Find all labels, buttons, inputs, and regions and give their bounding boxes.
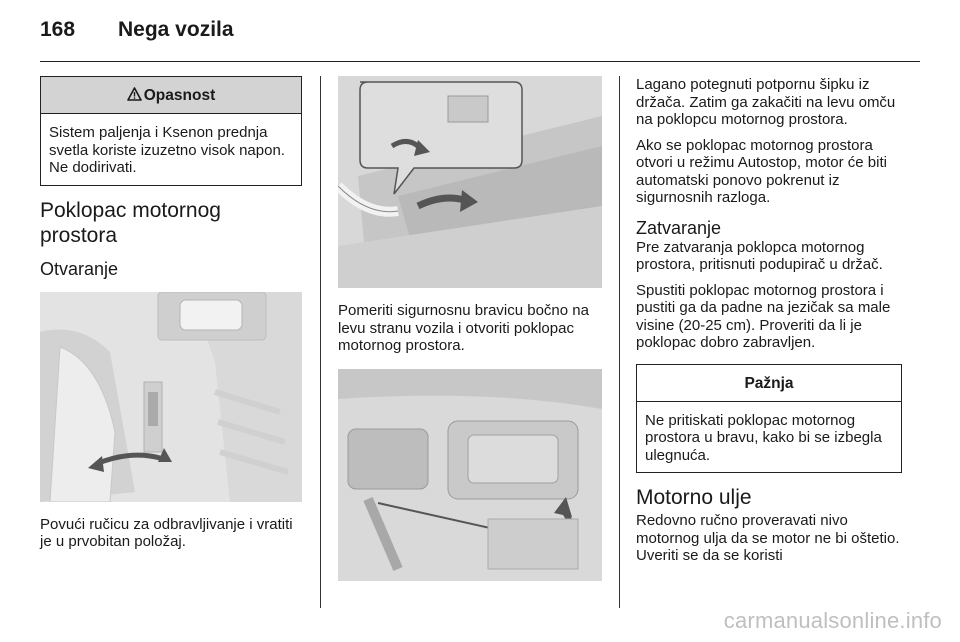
danger-box bbox=[40, 76, 302, 186]
column-2 bbox=[338, 76, 602, 581]
page-title: Nega vozila bbox=[118, 18, 234, 41]
figure-release-lever bbox=[40, 292, 302, 502]
paragraph-prop-rod: Lagano potegnuti potpornu šipku iz držača. Zatim ga zakačiti na levu omču na poklopcu motornog prostora. bbox=[636, 76, 896, 128]
paragraph-engine-oil: Redovno ručno proveravati nivo motornog ulja da se motor ne bi oštetio. Uveriti se da se koristi bbox=[636, 512, 900, 564]
column-3 bbox=[636, 76, 902, 565]
column-1 bbox=[40, 76, 302, 551]
caption-release-lever: Povući ručicu za odbravljivanje i vratiti je u prvobitan položaj. bbox=[40, 515, 293, 550]
page-header bbox=[40, 18, 234, 42]
column-divider-2 bbox=[619, 76, 620, 608]
subsection-closing: Zatvaranje bbox=[636, 217, 722, 238]
page-number: 168 bbox=[40, 18, 76, 41]
notice-text: Ne pritiskati poklopac motornog prostora u bravu, kako bi se izbegla ulegnuća. bbox=[645, 411, 882, 464]
section-title-hood: Poklopac motornog prostora bbox=[40, 198, 221, 247]
danger-box-header bbox=[41, 77, 301, 114]
paragraph-closing-2: Spustiti poklopac motornog prostora i pustiti ga da padne na jezičak sa male visine (20-25 cm). Proveriti da li je poklopac dobro zabravljen. bbox=[636, 281, 891, 351]
notice-box bbox=[636, 364, 902, 474]
danger-title: Opasnost bbox=[143, 87, 216, 104]
subsection-opening: Otvaranje bbox=[40, 258, 119, 279]
danger-text: Sistem paljenja i Ksenon prednja svetla koriste izuzetno visok napon. Ne dodirivati. bbox=[49, 124, 285, 176]
notice-box-header: Pažnja bbox=[637, 365, 901, 402]
paragraph-autostop: Ako se poklopac motornog prostora otvori u režimu Autostop, motor će biti automatski ponovo pokrenut iz sigurnosnih razloga. bbox=[636, 136, 887, 206]
figure-safety-catch bbox=[338, 76, 602, 288]
header-rule bbox=[40, 61, 920, 62]
column-divider-1 bbox=[320, 76, 321, 608]
watermark: carmanualsonline.info bbox=[723, 608, 942, 633]
figure-prop-rod bbox=[338, 369, 602, 581]
section-title-engine-oil: Motorno ulje bbox=[636, 486, 752, 509]
warning-triangle-icon bbox=[127, 87, 142, 105]
caption-safety-catch: Pomeriti sigurnosnu bravicu bočno na levu stranu vozila i otvoriti poklopac motornog prostora. bbox=[338, 302, 589, 354]
paragraph-closing-1: Pre zatvaranja poklopca motornog prostora, pritisnuti podupirač u držač. bbox=[636, 238, 883, 273]
